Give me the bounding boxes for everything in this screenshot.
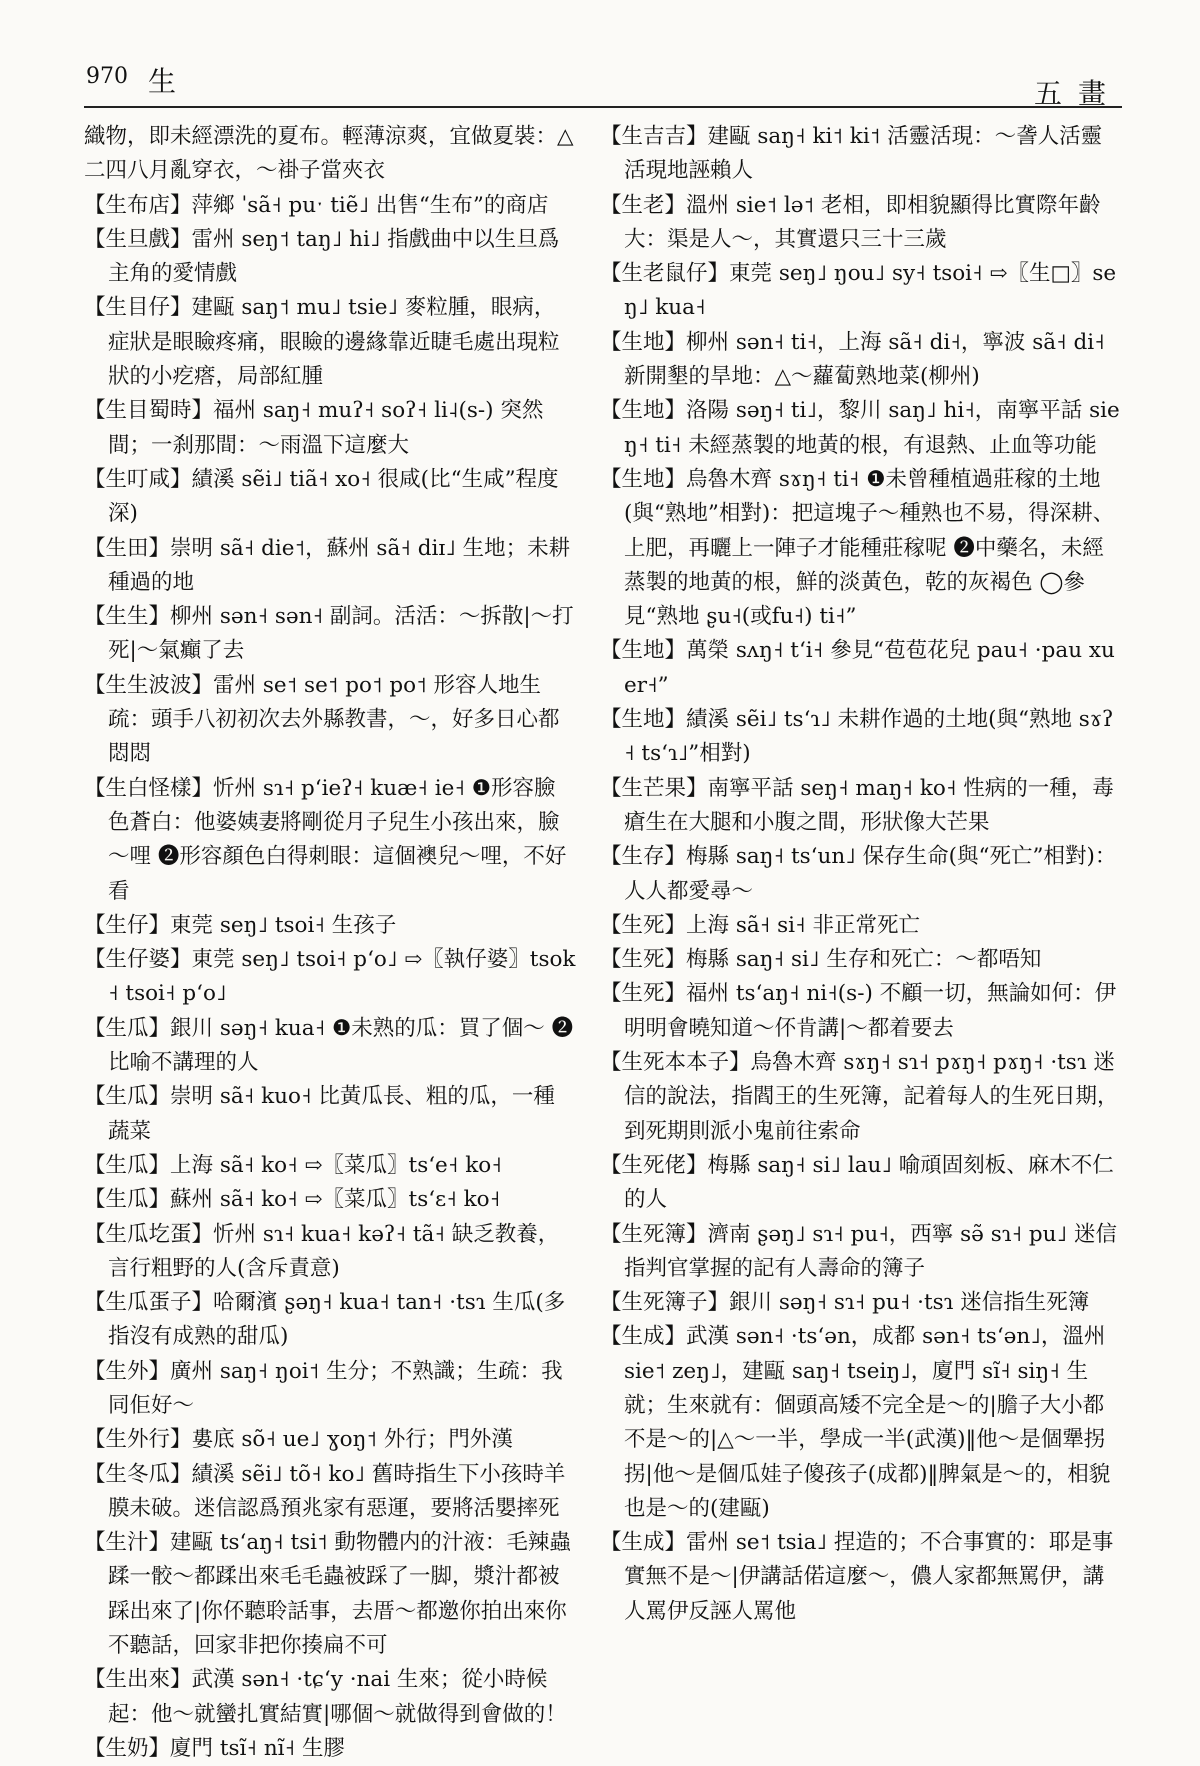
dictionary-entry: 【生汁】建甌 tsʻaŋ˧ tsi˦ 動物體内的汁液：毛辣蟲蹂一骹～都蹂出來毛毛蟲被踩了一脚，漿汁都被踩出來了|你伓聽聆話事，去厝～都邀你拍出來你不聽話，回家非把你揍扁不可 [84,1530,571,1659]
left-column [84,120,576,1766]
dictionary-entry: 【生存】梅縣 saŋ˧ tsʻun˩ 保存生命(與“死亡”相對)：人人都愛尋～ [600,844,1117,904]
dictionary-entry: 【生仔】東莞 seŋ˩ tsoi˧ 生孩子 [84,912,397,938]
entry-continuation: 織物，即未經漂洗的夏布。輕薄涼爽，宜做夏裝：△二四八月亂穿衣，～褂子當夾衣 [84,124,574,184]
dictionary-entry: 【生奶】廈門 tsĩ˧ nĩ˧ 生膠 [84,1735,345,1761]
dictionary-entry: 【生旦戲】雷州 seŋ˦ taŋ˩ hi˩ 指戲曲中以生旦爲主角的愛情戲 [84,226,560,287]
dictionary-entry: 【生地】萬榮 sʌŋ˧ tʻi˧ 參見“苞苞花兒 pau˧ ·pau xuer˧” [600,638,1115,698]
dictionary-entry: 【生生波波】雷州 se˦ se˦ po˦ po˦ 形容人地生疏：頭手八初初次去外縣教書，～，好多日心都悶悶 [84,672,560,767]
dictionary-entry: 【生目蜀時】福州 saŋ˧ muʔ˧ soʔ˧ li˨(s-) 突然間；一刹那間：～雨溫下這麼大 [84,398,544,458]
dictionary-entry: 【生目仔】建甌 saŋ˦ mu˩ tsie˩ 麥粒腫，眼病，症狀是眼瞼疼痛，眼瞼的邊緣靠近睫毛處出現粒狀的小疙瘩，局部紅腫 [84,295,560,390]
page-number: 970 [86,64,128,89]
dictionary-entry: 【生地】洛陽 səŋ˧ ti˩，黎川 saŋ˩ hi˧，南寧平話 sieŋ˧ ti˧ 未經蒸製的地黃的根，有退熱、止血等功能 [600,398,1120,458]
dictionary-entry: 【生冬瓜】績溪 sẽi˩ tõ˧ ko˩ 舊時指生下小孩時羊膜未破。迷信認爲預兆家有惡運，要將活嬰摔死 [84,1461,566,1521]
dictionary-entry: 【生地】柳州 sən˧ ti˧，上海 sã˧ di˧，寧波 sã˧ di˧ 新開墾的旱地：△～蘿蔔熟地菜(柳州) [600,329,1105,390]
dictionary-entry: 【生成】武漢 sən˧ ·tsʻən，成都 sən˧ tsʻən˩，溫州 sie˦ zeŋ˩，建甌 saŋ˧ tseiŋ˩，廈門 sĩ˧ siŋ˧ 生就；生來就有：個頭高矮不完全是～的|膽子大小都不是～的|△～一半，學成一半(武漢)‖他～是個犟拐拐|他～是個瓜娃子傻孩子(成都)‖脾氣是～的，相貌也是～的(建甌) [600,1324,1111,1521]
dictionary-entry: 【生瓜】上海 sã˧ ko˧ ⇨〖菜瓜〗tsʻe˧ ko˧ [84,1152,502,1178]
dictionary-entry: 【生成】雷州 se˦ tsia˩ 捏造的；不合事實的：耶是事實無不是～|伊講話偌這麼～，儂人家都無罵伊，講人罵伊反誣人罵他 [600,1530,1114,1624]
dictionary-entry: 【生外行】婁底 sõ˧ ue˩ ɣoŋ˦ 外行；門外漢 [84,1427,513,1453]
dictionary-entry: 【生瓜】蘇州 sã˧ ko˧ ⇨〖菜瓜〗tsʻɛ˧ ko˧ [84,1187,501,1213]
dictionary-entry: 【生出來】武漢 sən˧ ·tɕʻy ·nai 生來；從小時候起：他～就蠻扎實結實|哪個～就做得到會做的！ [84,1667,567,1727]
header-character: 生 [148,65,177,98]
page-header [84,60,1122,108]
dictionary-entry: 【生死簿】濟南 ʂəŋ˩ sɿ˧ pu˧，西寧 sə̃ sɿ˧ pu˩ 迷信指判官掌握的記有人壽命的簿子 [600,1221,1117,1281]
dictionary-entry: 【生布店】萍鄉 ˈsã˧ puˑ tiẽ˩ 出售“生布”的商店 [84,192,549,218]
dictionary-entry: 【生白怪樣】忻州 sɿ˧ pʻieʔ˧ kuæ˧ ie˧ ❶形容臉色蒼白：他婆姨妻將剛從月子兒生小孩出來，臉～哩 ❷形容顏色白得刺眼：這個襖兒～哩，不好看 [84,775,567,904]
dictionary-entry: 【生老】溫州 sie˦ lə˦ 老相，即相貌顯得比實際年齡大：渠是人～，其實還只三十三歲 [600,192,1101,252]
dictionary-entry: 【生叮咸】績溪 sẽi˩ tiã˧ xo˧ 很咸(比“生咸”程度深) [84,466,559,527]
dictionary-entry: 【生死本本子】烏魯木齊 sɤŋ˧ sɿ˧ pɤŋ˧ pɤŋ˧ ·tsɿ 迷信的說法，指閻王的生死簿，記着每人的生死日期，到死期則派小鬼前往索命 [600,1050,1119,1144]
dictionary-entry: 【生死】梅縣 saŋ˧ si˩ 生存和死亡：～都唔知 [600,947,1042,973]
dictionary-entry: 【生地】績溪 sẽi˩ tsʻɿ˩ 未耕作過的土地(與“熟地 sɤʔ˧ tsʻɿ˩”相對) [600,707,1114,767]
dictionary-entry: 【生瓜蛋子】哈爾濱 ʂəŋ˧ kua˧ tan˧ ·tsɿ 生瓜(多指沒有成熟的甜瓜) [84,1290,566,1350]
dictionary-entry: 【生瓜圪蛋】忻州 sɿ˧ kua˧ kəʔ˧ tã˧ 缺乏教養，言行粗野的人(含斥責意) [84,1221,560,1281]
dictionary-entry: 【生生】柳州 sən˧ sən˧ 副詞。活活：～拆散|～打死|～氣癲了去 [84,604,574,664]
dictionary-entry: 【生瓜】銀川 səŋ˧ kua˧ ❶未熟的瓜：買了個～ ❷比喻不講理的人 [84,1015,574,1076]
dictionary-entry: 【生死】上海 sã˧ si˧ 非正常死亡 [600,912,920,938]
dictionary-entry: 【生死簿子】銀川 səŋ˧ sɿ˧ pu˧ ·tsɿ 迷信指生死簿 [600,1290,1090,1316]
dictionary-entry: 【生死】福州 tsʻaŋ˧ ni˧(s-) 不顧一切，無論如何：伊明明會曉知道～伓肯講|～都着要去 [600,981,1117,1041]
dictionary-entry: 【生芒果】南寧平話 seŋ˧ maŋ˧ ko˧ 性病的一種，毒瘡生在大腿和小腹之間，形狀像大芒果 [600,775,1114,835]
dictionary-entry: 【生瓜】崇明 sã˧ kuo˧ 比黃瓜長、粗的瓜，一種蔬菜 [84,1084,555,1144]
dictionary-entry: 【生吉吉】建甌 saŋ˧ ki˦ ki˦ 活靈活現：～詟人活靈活現地誣賴人 [600,124,1103,184]
dictionary-entry: 【生仔婆】東莞 seŋ˩ tsoi˧ pʻo˩ ⇨〖執仔婆〗tsok˧ tsoi˧ pʻo˩ [84,947,576,1007]
section-label: 五畫 [1033,77,1122,110]
right-column [600,120,1122,1629]
dictionary-entry: 【生外】廣州 saŋ˧ ŋoi˦ 生分；不熟識；生疏：我同佢好～ [84,1358,563,1418]
dictionary-entry: 【生田】崇明 sã˧ die˦，蘇州 sã˧ diɪ˩ 生地；未耕種過的地 [84,535,571,595]
dictionary-entry: 【生地】烏魯木齊 sɤŋ˧ ti˧ ❶未曾種植過莊稼的土地(與“熟地”相對)：把這塊子～種熟也不易，得深耕、上肥，再曬上一陣子才能種莊稼呢 ❷中藥名，未經蒸製的地黃的根，鮮的淡黃色，乾的灰褐色 ◯參見“熟地 ʂu˧(或fu˧) ti˧” [600,466,1115,630]
dictionary-entry: 【生死佬】梅縣 saŋ˧ si˩ lau˩ 喻頑固刻板、麻木不仁的人 [600,1152,1114,1213]
dictionary-entry: 【生老鼠仔】東莞 seŋ˩ ŋou˩ sy˧ tsoi˧ ⇨〖生□〗seŋ˩ kua˧ [600,261,1117,321]
